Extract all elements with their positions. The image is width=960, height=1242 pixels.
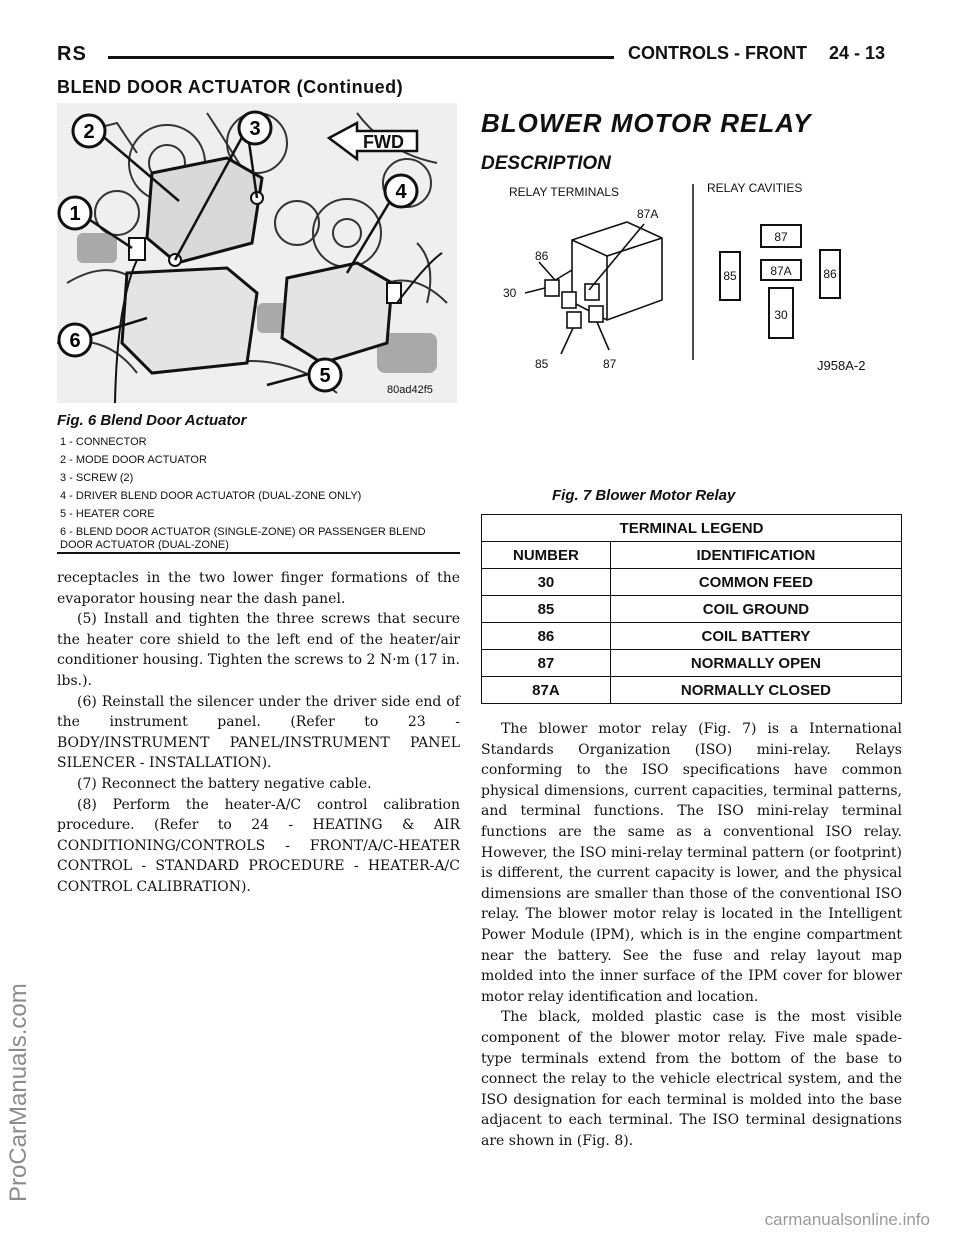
header-section: CONTROLS - FRONT [628, 43, 807, 63]
terminal-label: 86 [535, 249, 549, 263]
table-header: IDENTIFICATION [610, 542, 901, 569]
cavity-label: 86 [823, 267, 837, 281]
table-cell: COIL GROUND [610, 596, 901, 623]
relay-terminals-title: RELAY TERMINALS [509, 185, 620, 199]
callout-5 [309, 359, 341, 391]
left-column-text [57, 568, 460, 898]
table-header: NUMBER [482, 542, 611, 569]
terminal-label: 87A [637, 207, 659, 221]
legend-item: 4 - DRIVER BLEND DOOR ACTUATOR (DUAL-ZONE ONLY) [60, 490, 362, 502]
fig6-caption: Fig. 6 Blend Door Actuator [57, 412, 247, 429]
continued-title: BLEND DOOR ACTUATOR (Continued) [57, 77, 404, 97]
legend-item: 1 - CONNECTOR [60, 436, 147, 448]
subsection-title: DESCRIPTION [481, 153, 611, 174]
legend-item: 3 - SCREW (2) [60, 472, 134, 484]
paragraph: (8) Perform the heater-A/C control calibration procedure. (Refer to 24 - HEATING & AIR CONDITIONING/CONTROLS - FRONT/A/C-HEATER CONTROL - STANDARD PROCEDURE - HEATER-A/C CONTROL CALIBRATION). [57, 796, 460, 895]
table-row [482, 650, 902, 677]
table-cell: NORMALLY CLOSED [610, 677, 901, 704]
table-row [482, 569, 902, 596]
blower-motor-relay-illustration [497, 180, 897, 380]
side-watermark: ProCarManuals.com [5, 983, 32, 1202]
svg-text:1: 1 [69, 203, 81, 225]
table-row [482, 623, 902, 650]
table-title: TERMINAL LEGEND [482, 515, 902, 542]
table-cell: COMMON FEED [610, 569, 901, 596]
fwd-label: FWD [363, 132, 404, 152]
table-row [482, 596, 902, 623]
blend-door-actuator-illustration [57, 103, 457, 403]
table-row [482, 677, 902, 704]
table-cell: 87A [482, 677, 611, 704]
relay-icon [525, 222, 662, 354]
table-cell: COIL BATTERY [610, 623, 901, 650]
terminal-label: 30 [503, 286, 517, 300]
callout-1 [59, 197, 91, 229]
callout-4 [385, 175, 417, 207]
table-cell: 86 [482, 623, 611, 650]
legend-item: 6 - BLEND DOOR ACTUATOR (SINGLE-ZONE) OR PASSENGER BLEND DOOR ACTUATOR (DUAL-ZONE) [60, 526, 426, 551]
table-cell: 87 [482, 650, 611, 677]
fig7-drawing [497, 180, 897, 380]
paragraph: (6) Reinstall the silencer under the driver side end of the instrument panel. (Refer to 23 - BODY/INSTRUMENT PANEL/INSTRUMENT PANEL SILENCER - INSTALLATION). [57, 693, 460, 772]
table-cell: 85 [482, 596, 611, 623]
right-column-text [481, 719, 902, 1151]
footer-watermark: carmanualsonline.info [764, 1210, 930, 1229]
cavity-label: 87 [774, 230, 788, 244]
header-code: RS [57, 43, 87, 65]
callout-6 [59, 324, 91, 356]
paragraph: The black, molded plastic case is the most visible component of the blower motor relay. Five male spade-type terminals extend from the bottom of the base to connect the relay to the vehicle electrical system, and the ISO designation for each terminal is molded into the base adjacent to each terminal. The ISO terminal designations are shown in (Fig. 8). [481, 1009, 902, 1149]
legend-item: 5 - HEATER CORE [60, 508, 155, 520]
relay-cavities-title: RELAY CAVITIES [707, 181, 803, 195]
svg-text:5: 5 [319, 365, 331, 387]
cavity-label: 87A [770, 264, 792, 278]
svg-text:4: 4 [395, 181, 407, 203]
legend-item: 2 - MODE DOOR ACTUATOR [60, 454, 207, 466]
fig6-art-code: 80ad42f5 [387, 384, 433, 396]
paragraph: (5) Install and tighten the three screws that secure the heater core shield to the left end of the heater/air conditioner housing. Tighten the screws to 2 N·m (17 in. lbs.). [57, 611, 460, 689]
cavity-label: 30 [774, 308, 788, 322]
cavity-label: 85 [723, 269, 737, 283]
callout-2 [73, 115, 105, 147]
fig7-art-code: J958A-2 [817, 358, 866, 373]
header-right [628, 43, 885, 64]
section-title: BLOWER MOTOR RELAY [481, 108, 812, 138]
paragraph: The blower motor relay (Fig. 7) is a International Standards Organization (ISO) mini-relay. Relays conforming to the ISO specifications have common physical dimensions, current capacities, terminal patterns, and terminal functions. The ISO mini-relay terminal functions are the same as a conventional ISO relay. However, the ISO mini-relay terminal pattern (or footprint) is different, the current capacity is lower, and the physical dimensions are smaller than those of the conventional ISO relay. The blower motor relay is located in the Intelligent Power Module (IPM), which is in the engine compartment near the battery. See the fuse and relay layout map molded into the inner surface of the IPM cover for blower motor relay identification and location. [481, 721, 902, 1005]
svg-text:3: 3 [249, 118, 261, 140]
header-rule [108, 56, 614, 59]
fig7-caption: Fig. 7 Blower Motor Relay [552, 487, 736, 504]
table-cell: NORMALLY OPEN [610, 650, 901, 677]
terminal-legend-table [481, 514, 902, 704]
svg-text:6: 6 [69, 330, 81, 352]
table-cell: 30 [482, 569, 611, 596]
page-number: 24 - 13 [828, 43, 886, 63]
fig6-drawing [57, 103, 457, 403]
legend-rule [57, 552, 460, 554]
callout-3 [239, 112, 271, 144]
svg-text:2: 2 [83, 121, 95, 143]
paragraph: (7) Reconnect the battery negative cable. [77, 775, 372, 792]
paragraph: receptacles in the two lower finger formations of the evaporator housing near the dash panel. [57, 570, 460, 607]
terminal-label: 85 [535, 357, 549, 371]
terminal-label: 87 [603, 357, 617, 371]
fig6-legend [60, 436, 460, 557]
